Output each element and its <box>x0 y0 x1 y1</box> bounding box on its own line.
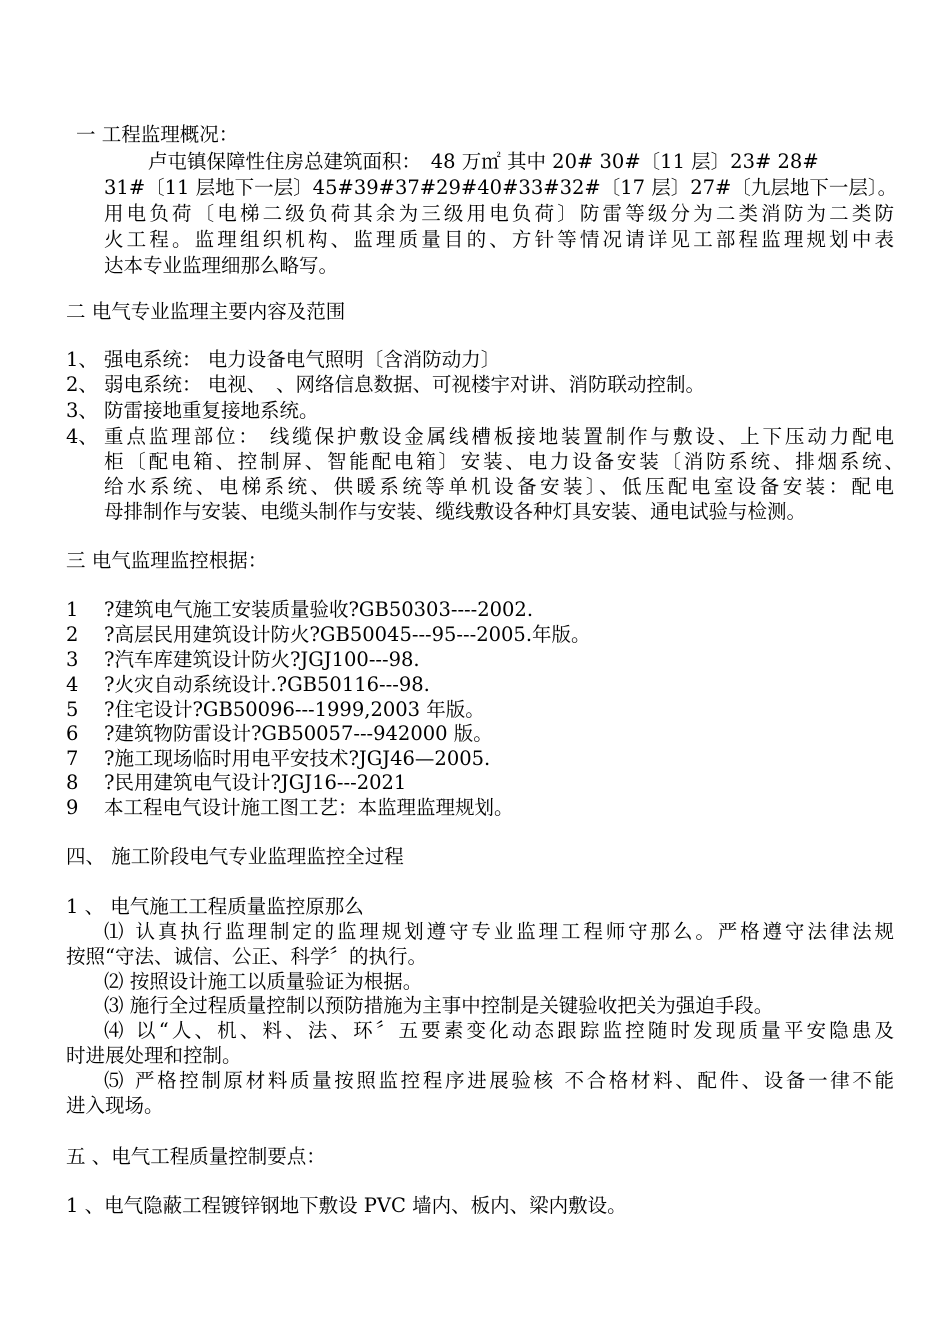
principle-line: ⑸ 严格控制原材料质量按照监控程序进展验核 不合格材料、配件、设备一律不能 <box>104 1069 894 1092</box>
section-2-heading: 二 电气专业监理主要内容及范围 <box>66 300 346 323</box>
list-item-text: 柜〔配电箱、控制屏、智能配电箱〕安装、电力设备安装〔消防系统、排烟系统、 <box>104 450 904 473</box>
reference-text: ?住宅设计?GB50096---1999,2003 年版。 <box>104 698 485 721</box>
section-3-heading: 三 电气监理监控根据： <box>66 549 268 572</box>
reference-number: 8 <box>66 771 79 794</box>
list-item-text: 强电系统： 电力设备电气照明〔含消防动力〕 <box>104 348 501 371</box>
list-item-text: 给水系统、电梯系统、供暖系统等单机设备安装〕、低压配电室设备安装：配电 <box>104 475 894 498</box>
section-1-line: 用电负荷〔电梯二级负荷其余为三级用电负荷〕防雷等级分为二类消防为二类防 <box>104 202 894 225</box>
list-item-number: 1、 <box>66 348 98 371</box>
list-item-number: 2、 <box>66 373 98 396</box>
section-1-heading: 一 工程监理概况： <box>76 123 239 146</box>
section-1-line: 火工程。监理组织机构、监理质量目的、方针等情况请详见工部程监理规划中表 <box>104 228 894 251</box>
reference-number: 1 <box>66 598 79 621</box>
reference-number: 7 <box>66 747 79 770</box>
list-item-text: 防雷接地重复接地系统。 <box>104 399 319 422</box>
principle-line: 进入现场。 <box>66 1094 164 1117</box>
reference-text: ?建筑物防雷设计?GB50057---942000 版。 <box>104 722 493 745</box>
principle-line: ⑴ 认真执行监理制定的监理规划遵守专业监理工程师守那么。严格遵守法律法规 <box>104 920 894 943</box>
reference-text: ?建筑电气施工安装质量验收?GB50303----2002. <box>104 598 534 621</box>
section-5-heading: 五 、电气工程质量控制要点： <box>66 1145 326 1168</box>
section-1-line: 31#〔11 层地下一层〕45#39#37#29#40#33#32#〔17 层〕27#〔九层地下一层〕。 <box>104 176 898 199</box>
list-item-text: 重点监理部位： 线缆保护敷设金属线槽板接地装置制作与敷设、上下压动力配电 <box>104 425 894 448</box>
reference-text: ?高层民用建筑设计防火?GB50045---95---2005.年版。 <box>104 623 591 646</box>
reference-number: 9 <box>66 796 79 819</box>
reference-text: 本工程电气设计施工图工艺：本监理监理规划。 <box>104 796 514 819</box>
list-item-number: 3、 <box>66 399 98 422</box>
principle-line: ⑵ 按照设计施工以质量验证为根据。 <box>104 970 423 993</box>
section-4-subheading: 1 、 电气施工工程质量监控原那么 <box>66 895 364 918</box>
list-item-text: 弱电系统： 电视、 、网络信息数据、可视楼宇对讲、消防联动控制。 <box>104 373 705 396</box>
reference-text: ?火灾自动系统设计.?GB50116---98. <box>104 673 430 696</box>
section-1-line: 达本专业监理细那么略写。 <box>104 254 339 277</box>
list-item-text: 母排制作与安装、电缆头制作与安装、缆线敷设各种灯具安装、通电试验与检测。 <box>104 500 807 523</box>
principle-line: 时进展处理和控制。 <box>66 1044 242 1067</box>
reference-number: 3 <box>66 648 79 671</box>
reference-number: 6 <box>66 722 79 745</box>
list-item-number: 4、 <box>66 425 98 448</box>
principle-line: 按照“守法、诚信、公正、科学〞的执行。 <box>66 945 427 968</box>
principle-line: ⑶ 施行全过程质量控制以预防措施为主事中控制是关键验收把关为强迫手段。 <box>104 994 774 1017</box>
section-1-line: 卢屯镇保障性住房总建筑面积： 48 万㎡ 其中 20# 30#〔11 层〕23# 28# <box>148 150 819 173</box>
section-5-item: 1 、电气隐蔽工程镀锌钢地下敷设 PVC 墙内、板内、梁内敷设。 <box>66 1194 627 1217</box>
reference-number: 2 <box>66 623 79 646</box>
reference-number: 5 <box>66 698 79 721</box>
reference-text: ?民用建筑电气设计?JGJ16---2021 <box>104 771 407 794</box>
principle-line: ⑷ 以“人、机、料、法、环〞五要素变化动态跟踪监控随时发现质量平安隐患及 <box>104 1019 894 1042</box>
reference-text: ?汽车库建筑设计防火?JGJ100---98. <box>104 648 420 671</box>
reference-text: ?施工现场临时用电平安技术?JGJ46—2005. <box>104 747 491 770</box>
reference-number: 4 <box>66 673 79 696</box>
section-4-heading: 四、 施工阶段电气专业监理监控全过程 <box>66 845 404 868</box>
